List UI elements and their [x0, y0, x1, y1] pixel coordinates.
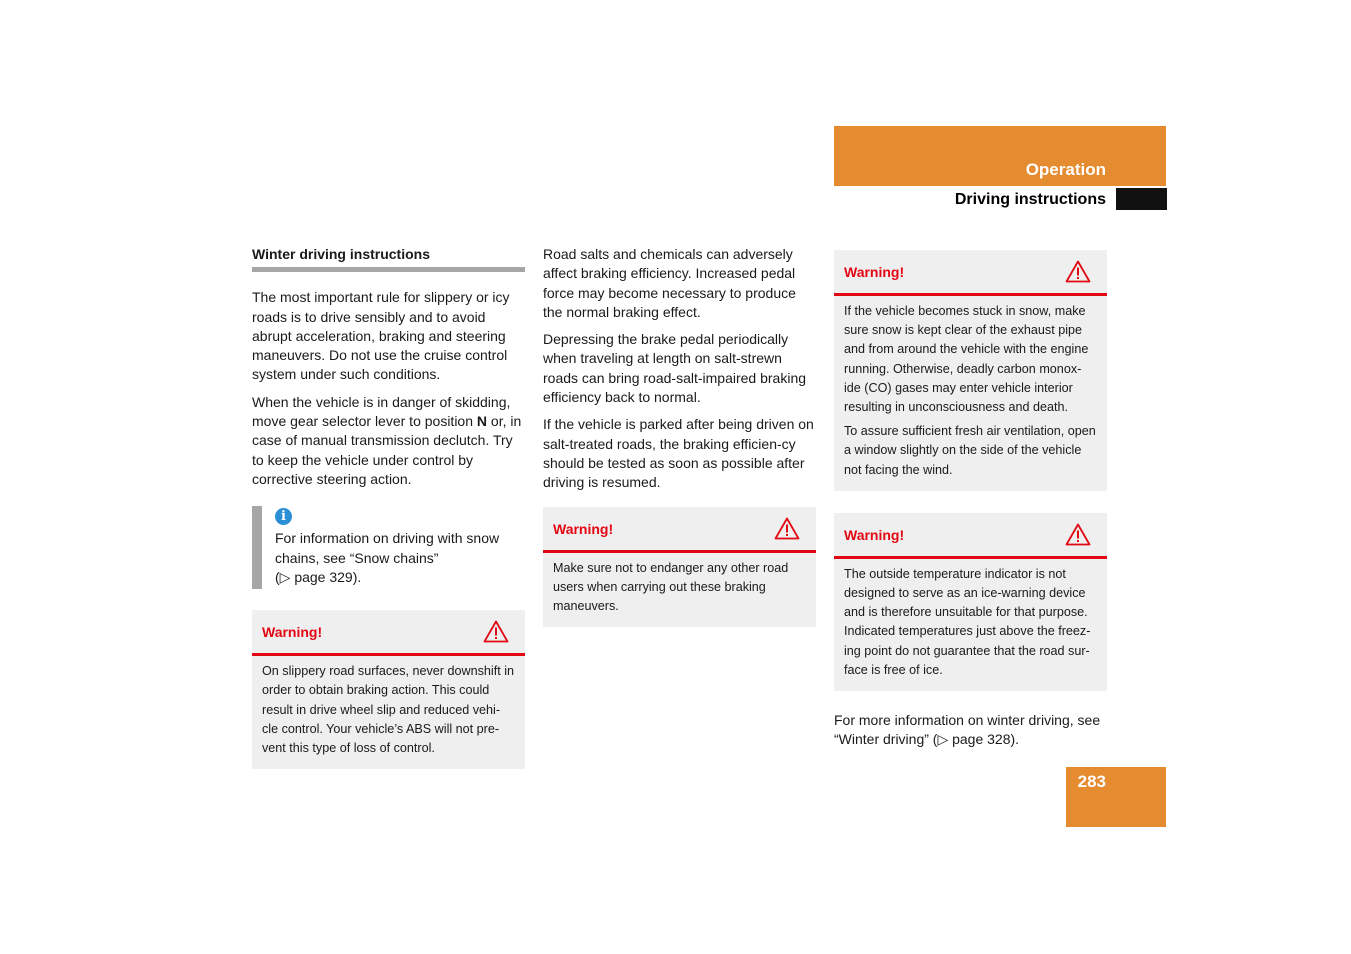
section-title: Operation [1025, 160, 1106, 179]
warning-paragraph: On slippery road surfaces, never downshift in order to obtain braking action. This could result in drive wheel slip and reduced vehi-cle control. Your vehicle’s ABS will not pre-vent this type of loss of control. [262, 664, 514, 756]
section-heading: Winter driving instructions [252, 246, 430, 262]
warning-text [543, 553, 816, 628]
info-note [252, 506, 525, 588]
warning-paragraph: To assure sufficient fresh air ventilation, open a window slightly on the side of the vehicle not facing the wind. [844, 424, 1096, 477]
note-text: For information on driving with snow chains, see “Snow chains” [275, 530, 500, 566]
warning-label: Warning! [262, 624, 323, 641]
warning-label: Warning! [844, 526, 905, 543]
column-3 [834, 250, 1107, 758]
paragraph: For more information on winter driving, see “Winter driving” (▷ page 328). [834, 712, 1101, 748]
header-band [834, 126, 1166, 186]
paragraph [252, 393, 525, 489]
warning-triangle-icon [774, 517, 800, 540]
paragraph: If the vehicle is parked after being driven on salt-treated roads, the braking efficien-cy should be tested as soon as possible after driving is resumed. [543, 416, 814, 491]
paragraph: Road salts and chemicals can adversely affect braking efficiency. Increased pedal force may become necessary to produce the normal braking effect. [543, 246, 796, 320]
note-bar [252, 506, 262, 589]
paragraph: Depressing the brake pedal periodically when traveling at length on salt-strewn roads can bring road-salt-impaired braking efficiency back to normal. [543, 331, 807, 406]
paragraph-text: When the vehicle is in danger of skidding, move gear selector lever to position [252, 393, 511, 430]
warning-header [834, 513, 1107, 559]
paragraph-text: or, in case of manual transmission declutch. Try to keep the vehicle under control by corrective steering action. [252, 413, 522, 487]
page-number: 283 [1077, 772, 1106, 791]
warning-box [834, 513, 1107, 691]
warning-paragraph: If the vehicle becomes stuck in snow, make sure snow is kept clear of the exhaust pipe and from around the vehicle with the engine running. Otherwise, deadly carbon monox-ide (CO) gases may enter vehicle interior resulting in unconsciousness and death. [844, 304, 1089, 415]
paragraph: The most important rule for slippery or icy roads is to drive sensibly and to avoid abrupt acceleration, braking and steering maneuvers. Do not use the cruise control system under such conditions. [252, 289, 510, 383]
warning-text [834, 559, 1107, 691]
warning-paragraph: The outside temperature indicator is not designed to serve as an ice-warning device and is therefore unsuitable for that purpose. Indicated temperatures just above the freez-ing point do not guarantee that the road sur-face is free of ice. [844, 566, 1091, 677]
column-2 [543, 245, 816, 649]
warning-paragraph: Make sure not to endanger any other road users when carrying out these braking maneuvers. [553, 560, 789, 613]
warning-header [252, 610, 525, 656]
warning-box [252, 610, 525, 769]
header-marker [1116, 188, 1167, 210]
gear-position: N [476, 413, 488, 430]
column-1 [252, 245, 525, 791]
warning-header [543, 507, 816, 553]
warning-label: Warning! [844, 264, 905, 280]
warning-triangle-icon [483, 620, 509, 643]
warning-triangle-icon [1065, 260, 1091, 283]
warning-text [834, 296, 1107, 491]
warning-box [543, 507, 816, 628]
page-reference: (▷ page 329). [275, 568, 362, 585]
warning-text [252, 656, 525, 769]
info-icon: i [275, 508, 292, 525]
subsection-title: Driving instructions [954, 191, 1106, 208]
warning-label: Warning! [553, 520, 614, 537]
warning-header [834, 250, 1107, 296]
warning-box [834, 250, 1107, 491]
heading-rule [252, 267, 525, 272]
warning-triangle-icon [1065, 523, 1091, 546]
